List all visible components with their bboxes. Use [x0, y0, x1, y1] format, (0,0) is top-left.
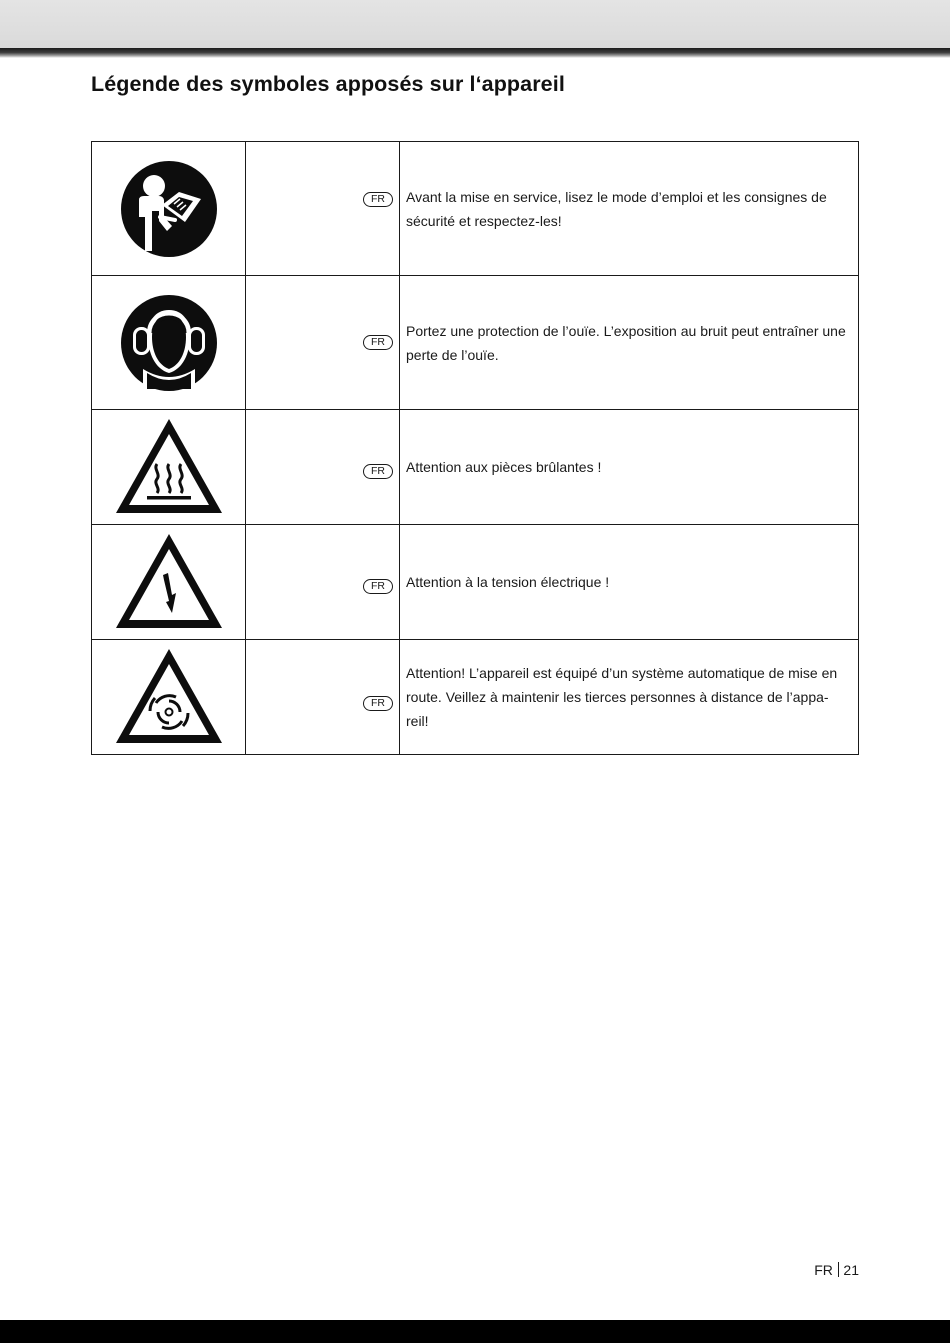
table-row [92, 640, 859, 755]
footer-band [0, 1320, 950, 1343]
language-cell [246, 410, 400, 525]
footer-language: FR [814, 1262, 833, 1278]
footer-separator [838, 1262, 840, 1277]
language-badge: FR [363, 696, 393, 711]
language-badge: FR [363, 579, 393, 594]
hot-surface-warning-icon [114, 417, 224, 517]
language-badge: FR [363, 192, 393, 207]
symbol-cell [92, 525, 246, 640]
read-manual-icon [119, 159, 219, 259]
language-cell [246, 525, 400, 640]
symbol-cell [92, 410, 246, 525]
symbol-description: Attention à la tension électrique ! [400, 525, 859, 640]
ear-protection-icon [119, 293, 219, 393]
automatic-start-warning-icon [114, 647, 224, 747]
language-badge: FR [363, 464, 393, 479]
symbol-description: Attention! L’appareil est équipé d’un système automatique de mise en route. Veillez à maintenir les tierces personnes à distance de l’appa-reil! [400, 640, 859, 755]
language-cell [246, 276, 400, 410]
table-row [92, 276, 859, 410]
language-badge: FR [363, 335, 393, 350]
symbol-cell [92, 640, 246, 755]
table-row [92, 142, 859, 276]
symbol-cell [92, 142, 246, 276]
header-band-shadow [0, 48, 950, 58]
header-band [0, 0, 950, 48]
symbol-description: Portez une protection de l’ouïe. L’exposition au bruit peut entraîner une perte de l’ouïe. [400, 276, 859, 410]
electrical-voltage-warning-icon [114, 532, 224, 632]
symbol-description: Attention aux pièces brûlantes ! [400, 410, 859, 525]
symbol-cell [92, 276, 246, 410]
page-title: Légende des symboles apposés sur l‘appareil [91, 72, 565, 96]
language-cell [246, 142, 400, 276]
page-footer [814, 1262, 859, 1278]
table-row [92, 410, 859, 525]
symbols-legend-table [91, 141, 859, 755]
language-cell [246, 640, 400, 755]
symbol-description: Avant la mise en service, lisez le mode d’emploi et les consignes de sécurité et respectez-les! [400, 142, 859, 276]
table-row [92, 525, 859, 640]
page-number: 21 [843, 1262, 859, 1278]
